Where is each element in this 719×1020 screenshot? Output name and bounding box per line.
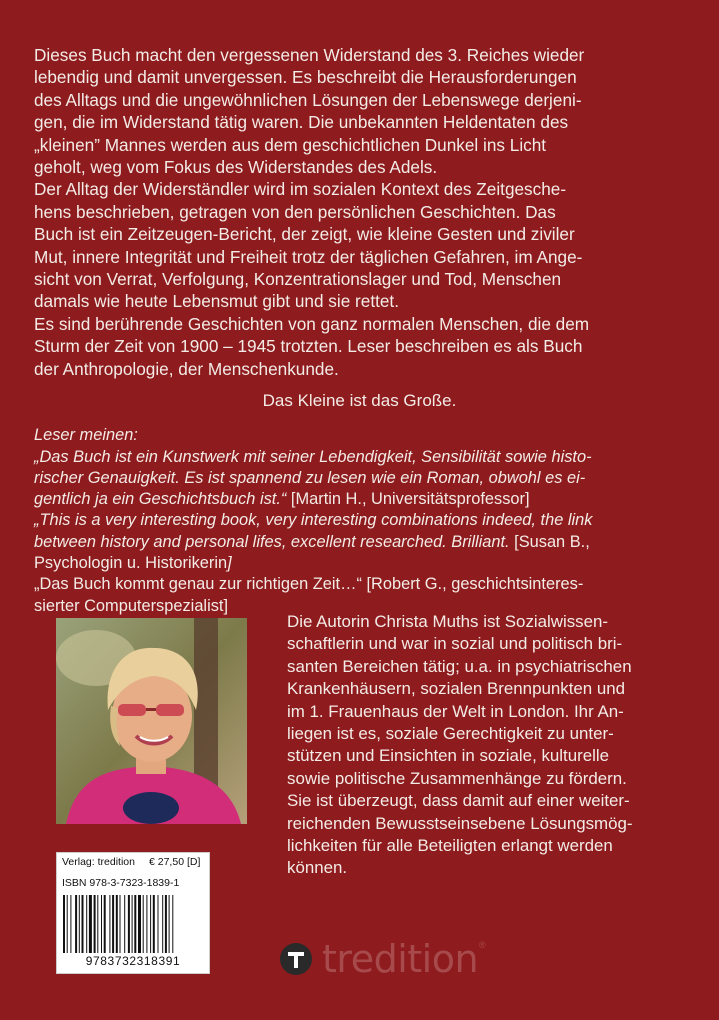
blurb-line: Sturm der Zeit von 1900 – 1945 trotzten. Leser beschreiben es als Buch — [34, 336, 583, 357]
barcode-bar — [146, 895, 147, 953]
barcode-bars — [63, 895, 203, 953]
barcode-bar — [132, 895, 133, 953]
barcode-bar — [158, 895, 159, 953]
blurb-line: Es sind berührende Geschichten von ganz normalen Menschen, die dem — [34, 313, 590, 334]
blurb-line: Buch ist ein Zeitzeugen-Bericht, der zeigt, wie kleine Gesten und ziviler — [34, 224, 575, 245]
isbn-text: ISBN 978-3-7323-1839-1 — [62, 877, 180, 889]
barcode-bar — [89, 895, 92, 953]
review-line: „Das Buch ist ein Kunstwerk mit seiner Lebendigkeit, Sensibilität sowie histo- — [34, 447, 592, 466]
blurb-line: des Alltags und die ungewöhnlichen Lösungen der Lebenswege derjeni- — [34, 89, 582, 110]
barcode-bar — [104, 895, 106, 953]
barcode-bar — [67, 895, 68, 953]
bio-line: können. — [287, 858, 348, 878]
barcode-bar — [116, 895, 118, 953]
tredition-icon — [279, 942, 313, 976]
blurb-line: Dieses Buch macht den vergessenen Widerstand des 3. Reiches wieder — [34, 45, 585, 65]
barcode-label — [56, 852, 210, 974]
review-line: rischer Genauigkeit. Es ist spannend zu lesen wie ein Roman, obwohl es ei- — [34, 468, 586, 487]
bio-line: reichenden Bewusstseinsebene Lösungsmög- — [287, 813, 633, 833]
publisher-name: tredition — [322, 937, 479, 981]
review-line — [34, 532, 684, 553]
price-text: € 27,50 [D] — [149, 856, 201, 868]
reader-reviews — [34, 404, 684, 617]
barcode-bar — [63, 895, 65, 953]
blurb-line: Der Alltag der Widerständler wird im sozialen Kontext des Zeitgesche- — [34, 179, 567, 200]
registered-mark: ® — [479, 940, 486, 950]
barcode-bar — [162, 895, 163, 953]
book-blurb — [34, 44, 684, 380]
review-line: „Das Buch kommt genau zur richtigen Zeit…“ [Robert G., geschichtsinteres- — [34, 575, 584, 594]
author-bio — [287, 611, 691, 880]
barcode-bar — [128, 895, 130, 953]
review-line — [34, 489, 684, 510]
bio-line: santen Bereichen tätig; u.a. in psychiatrischen — [287, 656, 632, 676]
barcode-bar — [134, 895, 136, 953]
barcode-bar — [112, 895, 114, 953]
barcode-bar — [165, 895, 167, 953]
review-line — [34, 553, 684, 574]
bio-line: lichkeiten für alle Beteiligten erlangt werden — [287, 836, 613, 856]
barcode-bar — [101, 895, 102, 953]
blurb-line: hens beschrieben, getragen von den persönlichen Geschichten. Das — [34, 201, 556, 222]
barcode-bar — [172, 895, 173, 953]
blurb-line: der Anthropologie, der Menschenkunde. — [34, 358, 339, 379]
barcode-bar — [124, 895, 125, 953]
blurb-line: sicht von Verrat, Verfolgung, Konzentrationslager und Tod, Menschen — [34, 269, 562, 290]
publisher-logo — [279, 939, 494, 979]
barcode-bar — [143, 895, 144, 953]
bio-line: Sie ist überzeugt, dass damit auf einer weiter- — [287, 791, 630, 811]
barcode-bar — [75, 895, 77, 953]
blurb-line: lebendig und damit unvergessen. Es beschreibt die Herausforderungen — [34, 67, 577, 88]
bio-line: schaftlerin und war in sozial und politisch bri- — [287, 634, 623, 654]
review-source: Psychologin u. Historikerin — [34, 554, 228, 573]
review-line: „This is a very interesting book, very interesting combinations indeed, the link — [34, 511, 593, 530]
motto: Das Kleine ist das Große. — [262, 391, 457, 410]
barcode-bar — [169, 895, 170, 953]
bio-line: Krankenhäusern, sozialen Brennpunkten und — [287, 679, 626, 699]
barcode-bar — [79, 895, 80, 953]
review-text: between history and personal lifes, excellent researched. Brilliant. — [34, 532, 510, 551]
barcode-bar — [70, 895, 71, 953]
barcode-number: 9783732318391 — [85, 954, 181, 968]
review-line: sierter Computerspezialist] — [34, 596, 229, 615]
author-photo — [56, 618, 247, 824]
verlag-text: Verlag: tredition — [62, 856, 135, 868]
spacer — [34, 404, 684, 425]
review-source: [Martin H., Universitätsprofessor] — [286, 490, 530, 509]
bio-line: sowie politische Zusammenhänge zu fördern. — [287, 768, 627, 788]
barcode-bar — [109, 895, 110, 953]
blurb-line: Mut, innere Integrität und Freiheit trotz der täglichen Gefahren, im Ange- — [34, 246, 583, 267]
blurb-line: geholt, weg vom Fokus des Widerstandes des Adels. — [34, 157, 438, 178]
bio-line: im 1. Frauenhaus der Welt in London. Ihr An- — [287, 701, 624, 721]
barcode-bar — [86, 895, 87, 953]
blurb-line: damals wie heute Lebensmut gibt und sie rettet. — [34, 291, 399, 312]
barcode-bar — [150, 895, 151, 953]
review-source-end: ] — [227, 554, 232, 573]
blurb-line: „kleinen” Mannes werden aus dem geschichtlichen Dunkel ins Licht — [34, 134, 547, 155]
reviews-heading: Leser meinen: — [34, 426, 138, 445]
review-source: [Susan B., — [509, 532, 590, 551]
barcode-bar — [82, 895, 84, 953]
barcode-bar — [138, 895, 141, 953]
barcode-bar — [120, 895, 121, 953]
bio-line: Die Autorin Christa Muths ist Sozialwissen- — [287, 612, 609, 631]
bio-line: stützen und Einsichten in soziale, kulturelle — [287, 746, 610, 766]
review-text: gentlich ja ein Geschichtsbuch ist.“ — [34, 490, 287, 509]
barcode-bar — [94, 895, 96, 953]
barcode-bar — [153, 895, 155, 953]
blurb-line: gen, die im Widerstand tätig waren. Die unbekannten Heldentaten des — [34, 112, 569, 133]
barcode-bar — [97, 895, 98, 953]
bio-line: liegen ist es, soziale Gerechtigkeit zu unter- — [287, 724, 614, 744]
